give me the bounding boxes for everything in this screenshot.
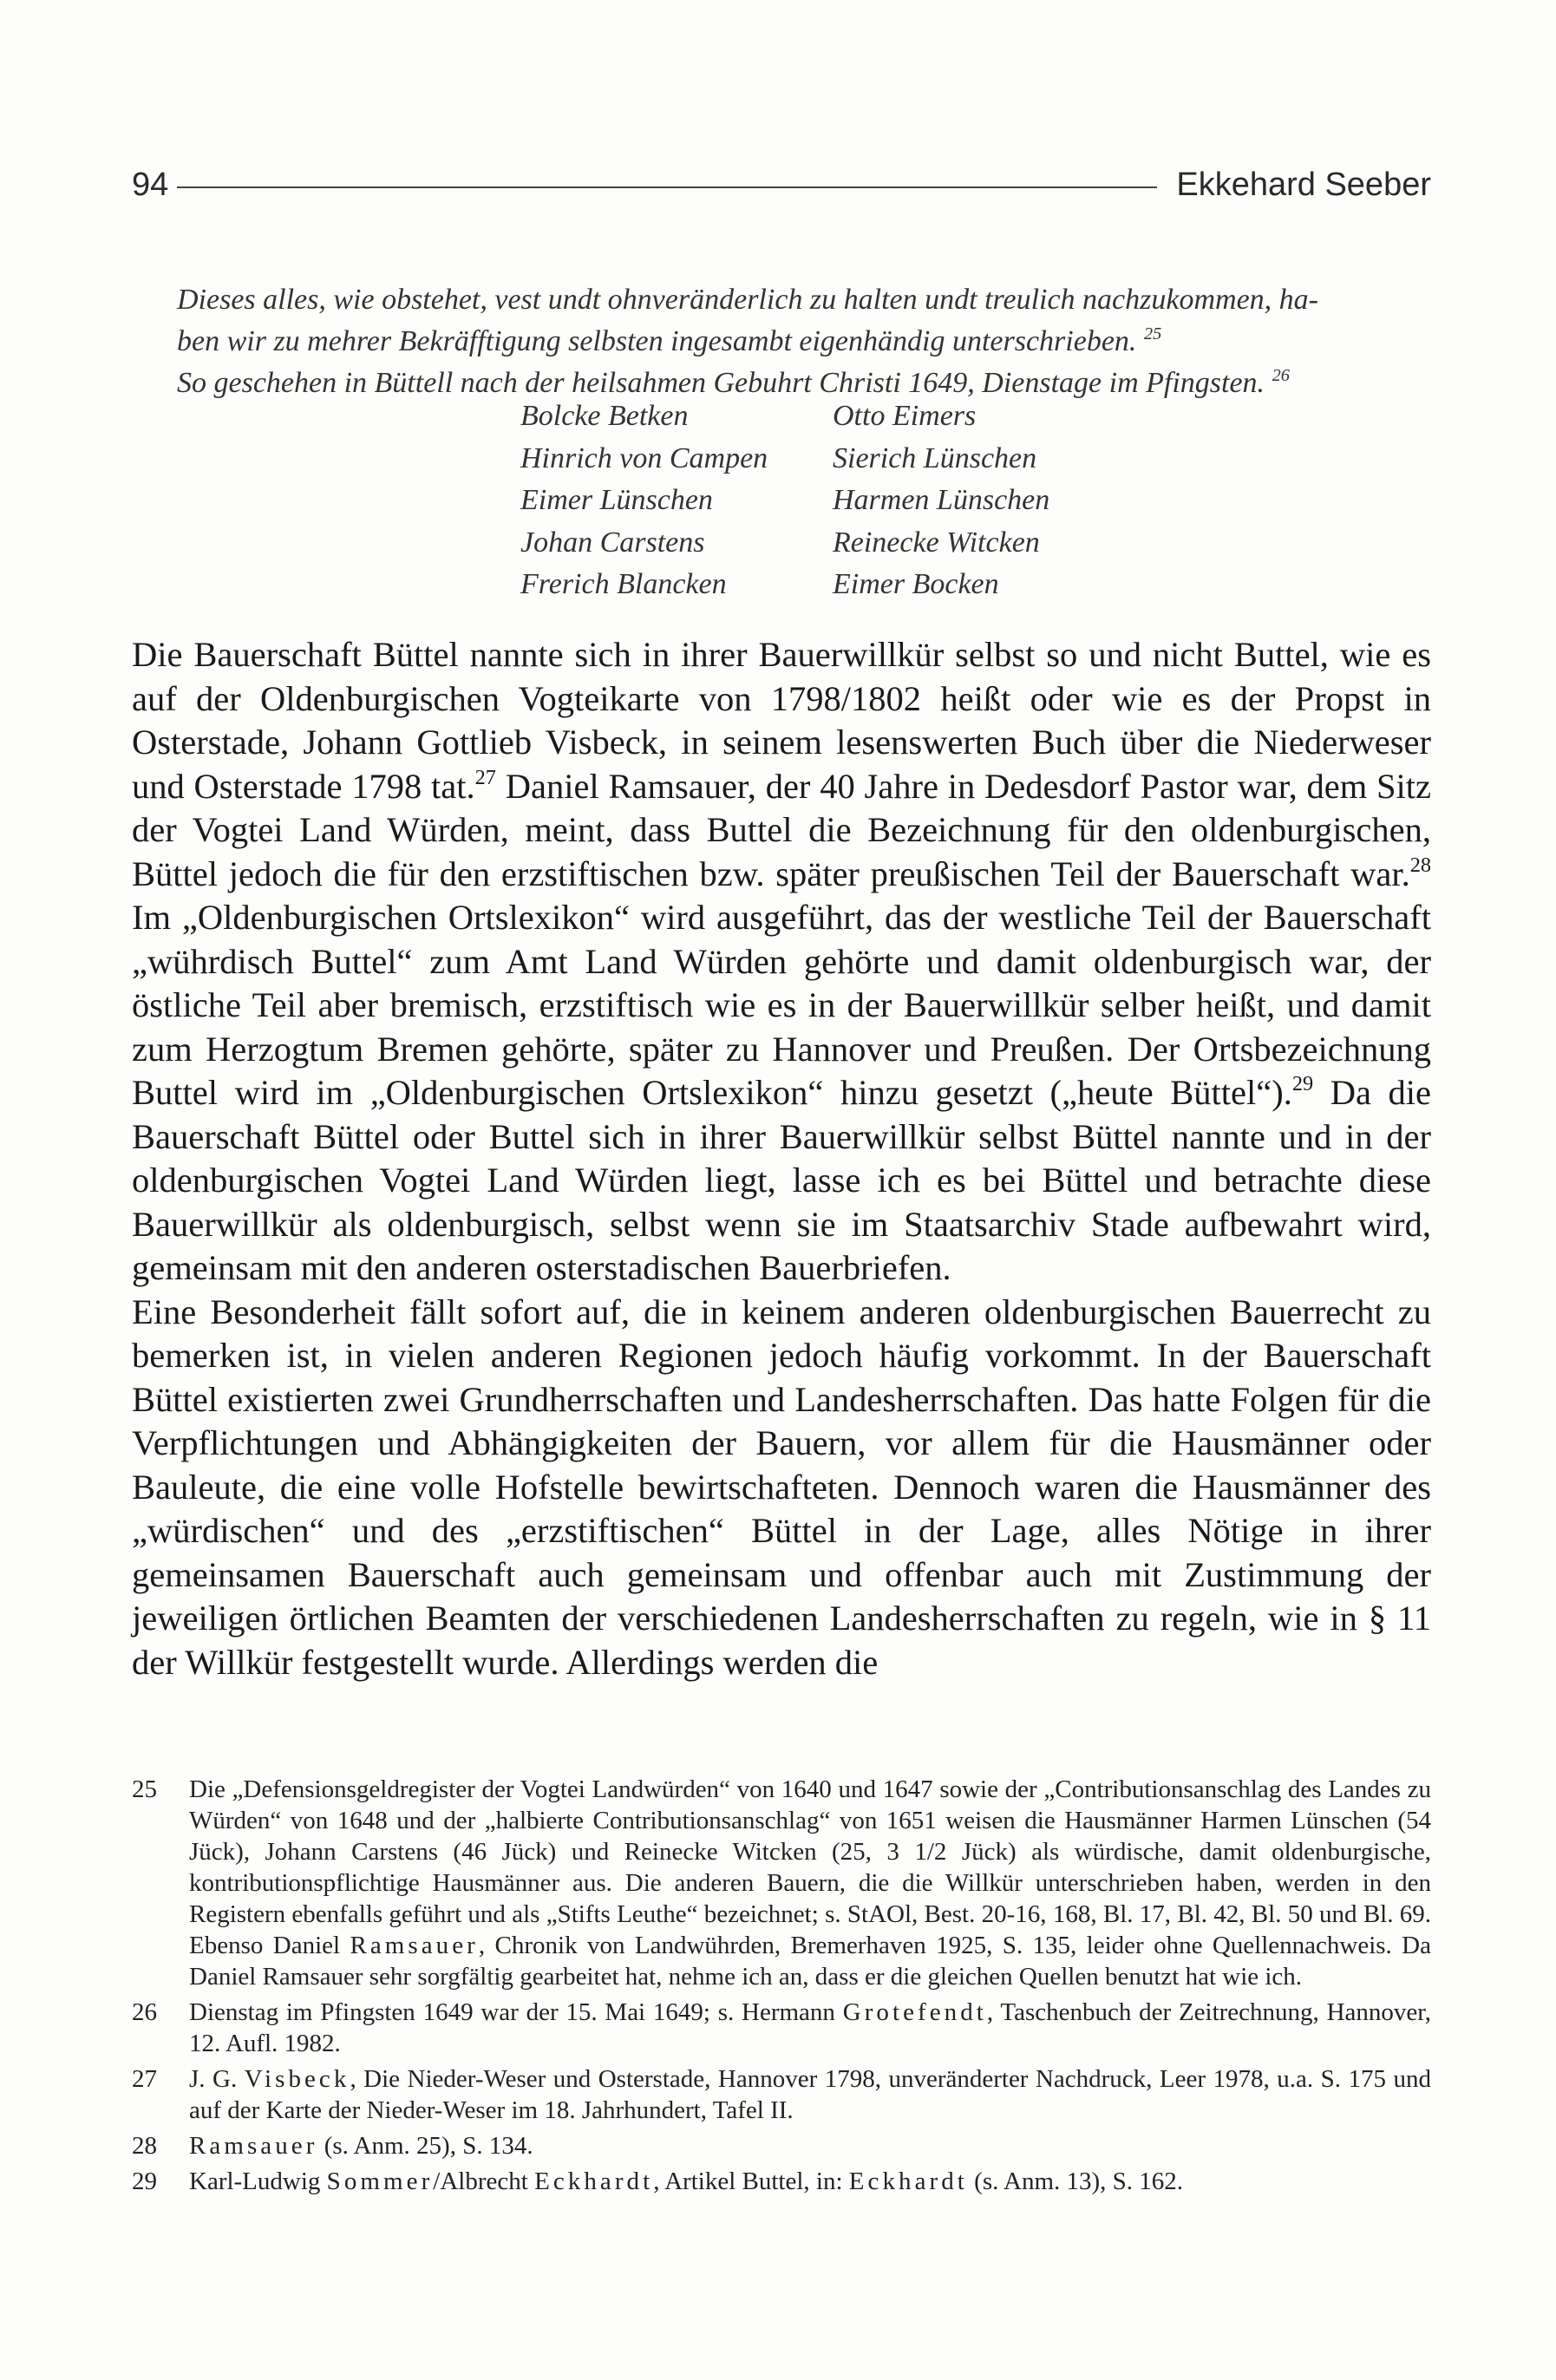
- signatory-row: [520, 396, 1049, 438]
- signatory-name: Eimer Lünschen: [520, 484, 713, 516]
- footnote-ref-26[interactable]: 26: [1272, 365, 1290, 385]
- footnote-number: 26: [132, 1998, 157, 2026]
- footnote-text: Karl-Ludwig Sommer/Albrecht Eckhardt, Artikel Buttel, in: Eckhardt (s. Anm. 13), S. 162.: [189, 2168, 1184, 2195]
- signatory-row: [520, 438, 1049, 481]
- signatory-name: Hinrich von Campen: [520, 441, 768, 474]
- footnote-ref-25[interactable]: 25: [1143, 324, 1162, 343]
- signatory-name: Bolcke Betken: [520, 400, 689, 432]
- footnote-text: J. G. Visbeck, Die Nieder-Weser und Osterstade, Hannover 1798, unveränderter Nachdruck, Leer 1978, u.a. S. 175 und auf der Karte der Nieder-Weser im 18. Jahrhundert, Tafel II.: [189, 2065, 1431, 2124]
- signatories-list: [520, 396, 1049, 606]
- header-author: Ekkehard Seeber: [1176, 167, 1431, 203]
- footnote-number: 29: [132, 2168, 157, 2195]
- signatory-name: Johan Carstens: [520, 526, 705, 559]
- footnote-27: [132, 2063, 1431, 2126]
- footnote-ref-29[interactable]: 29: [1291, 1072, 1314, 1096]
- signatory-row: [520, 480, 1049, 522]
- signatory-row: [520, 522, 1049, 565]
- quote-line-2: ben wir zu mehrer Bekräfftigung selbsten ingesambt eigenhändig unterschrieben. $^{25}$: [177, 324, 1162, 357]
- footnote-26: [132, 1997, 1431, 2059]
- footnote-29: [132, 2166, 1431, 2197]
- signatory-name: Harmen Lünschen: [833, 484, 1050, 516]
- signatory-name: Otto Eimers: [833, 400, 977, 432]
- footnote-ref-28[interactable]: 28: [1409, 853, 1431, 877]
- signatory-name: Frerich Blancken: [520, 568, 727, 600]
- signatory-name: Eimer Bocken: [833, 568, 999, 600]
- quotation-block: [177, 279, 1415, 404]
- footnote-ref-27[interactable]: 27: [474, 765, 496, 789]
- page-number: 94: [132, 167, 169, 203]
- running-header: [132, 167, 1431, 204]
- signatory-name: Sierich Lünschen: [833, 441, 1037, 474]
- signatory-row: [520, 564, 1049, 606]
- footnote-number: 28: [132, 2132, 157, 2160]
- signatory-name: Reinecke Witcken: [833, 526, 1040, 559]
- footnote-number: 27: [132, 2065, 157, 2093]
- body-text: [132, 633, 1431, 1684]
- footnote-text: Dienstag im Pfingsten 1649 war der 15. Mai 1649; s. Hermann Grotefendt, Taschenbuch der Zeitrechnung, Hannover, 12. Aufl. 1982.: [189, 1998, 1432, 2057]
- header-rule: [177, 186, 1157, 188]
- body-paragraph-2: Eine Besonderheit fällt sofort auf, die in keinem anderen oldenburgischen Bauerrecht zu bemerken ist, in vielen anderen Regionen jedoch häufig vorkommt. In der Bauerschaft Büttel existierten zwei Grundherrschaften und Landesherrschaften. Das hatte Folgen für die Verpflichtungen und Abhängigkeiten der Bauern, vor allem für die Hausmänner oder Bauleute, die eine volle Hofstelle bewirtschafteten. Dennoch waren die Hausmänner des „würdischen“ und des „erzstiftischen“ Büttel in der Lage, alles Nötige in ihrer gemeinsamen Bauerschaft auch gemeinsam und offenbar auch mit Zustimmung der jeweiligen örtlichen Beamten der verschiedenen Landesherrschaften zu regeln, wie in § 11 der Willkür festgestellt wurde. Allerdings werden die: [132, 1291, 1431, 1682]
- body-paragraph-1: Die Bauerschaft Büttel nannte sich in ihrer Bauerwillkür selbst so und nicht Buttel, wie es auf der Oldenburgischen Vogteikarte von 1798/1802 heißt oder wie es der Propst in Osterstade, Johann Gottlieb Visbeck, in seinem lesenswerten Buch über die Niederweser und Osterstade 1798 tat.$^{27}$ Daniel Ramsauer, der 40 Jahre in Dedesdorf Pastor war, dem Sitz der Vogtei Land Würden, meint, dass Buttel die Bezeichnung für den oldenburgischen, Büttel jedoch die für den erzstiftischen bzw. später preußischen Teil der Bauerschaft war.$^{28}$ Im „Oldenburgischen Ortslexikon“ wird ausgeführt, das der westliche Teil der Bauerschaft „wührdisch Buttel“ zum Amt Land Würden gehörte und damit oldenburgisch war, der östliche Teil aber bremisch, erzstiftisch wie es in der Bauerwillkür selber heißt, und damit zum Herzogtum Bremen gehörte, später zu Hannover und Preußen. Der Ortsbezeichnung Buttel wird im „Oldenburgischen Ortslexikon“ hinzu gesetzt („heute Büttel“).$^{29}$ Da die Bauerschaft Büttel oder Buttel sich in ihrer Bauerwillkür selbst Büttel nannte und in der oldenburgischen Vogtei Land Würden liegt, lasse ich es bei Büttel und betrachte diese Bauerwillkür als oldenburgisch, selbst wenn sie im Staatsarchiv Stade aufbewahrt wird, gemeinsam mit den anderen osterstadischen Bauerbriefen.: [132, 635, 1432, 1287]
- quote-line-3: So geschehen in Büttell nach der heilsahmen Gebuhrt Christi 1649, Dienstage im Pfingsten. $^{26}$: [177, 365, 1290, 399]
- footnotes: [132, 1774, 1431, 2201]
- footnote-28: [132, 2130, 1431, 2161]
- quote-line-1: Dieses alles, wie obstehet, vest undt ohnveränderlich zu halten undt treulich nachzukommen, ha-: [177, 284, 1318, 316]
- footnote-25: [132, 1774, 1431, 1992]
- footnote-text: Die „Defensionsgeldregister der Vogtei Landwürden“ von 1640 und 1647 sowie der „Contributionsanschlag des Landes zu Würden“ von 1648 und der „halbierte Contributionsanschlag“ von 1651 weisen die Hausmänner Harmen Lünschen (54 Jück), Johann Carstens (46 Jück) und Reinecke Witcken (25, 3 1/2 Jück) als würdische, damit oldenburgische, kontributionspflichtige Hausmänner aus. Die anderen Bauern, die die Willkür unterschrieben haben, werden in den Registern ebenfalls geführt und als „Stifts Leuthe“ bezeichnet; s. StAOl, Best. 20-16, 168, Bl. 17, Bl. 42, Bl. 50 und Bl. 69. Ebenso Daniel Ramsauer, Chronik von Landwührden, Bremerhaven 1925, S. 135, leider ohne Quellennachweis. Da Daniel Ramsauer sehr sorgfältig gearbeitet hat, nehme ich an, dass er die gleichen Quellen benutzt hat wie ich.: [189, 1775, 1431, 1991]
- footnote-number: 25: [132, 1775, 157, 1803]
- footnote-text: Ramsauer (s. Anm. 25), S. 134.: [189, 2132, 533, 2160]
